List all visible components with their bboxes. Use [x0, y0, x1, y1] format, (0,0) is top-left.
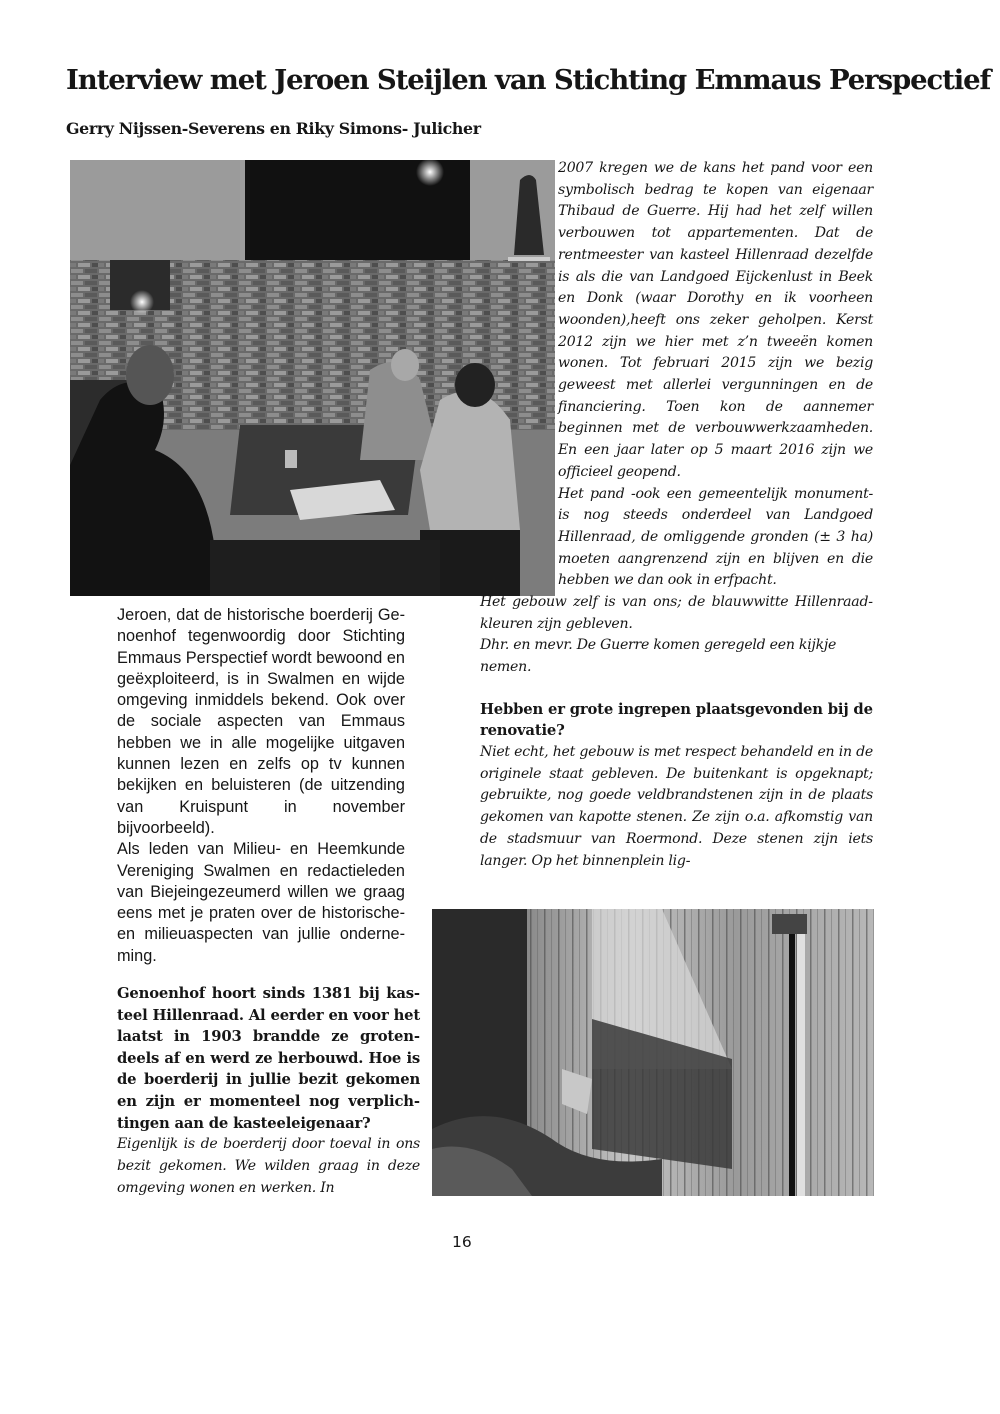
- page-number: 16: [452, 1233, 472, 1251]
- left-column-question: [117, 983, 420, 1199]
- answer-1-paragraph: 2007 kregen we de kans het pand voor een symbolisch bedrag te kopen van eigenaar Thibaud de Guerre. Hij had het zelf willen verbouwen tot appartementen. Dat de rentmeester van kasteel Hillenraad dezelfde is als die van Landgoed Eijckenlust in Beek en Donk (waar Dorothy en ik voorheen woonden),heeft ons zeker geholpen. Kerst 2012 zijn we hier met z’n tweeën komen wonen. Tot februari 2015 zijn we bezig geweest met allerlei vergunningen en de financiering. Toen kon de aannemer beginnen met de verbouwwerkzaamheden. En een jaar later op 5 maart 2016 zijn we officieel geopend.: [558, 160, 873, 480]
- answer-1-start: Eigenlijk is de boerderij door toeval in ons bezit gekomen. We wilden graag in deze omgeving wonen en werken. In: [117, 1136, 420, 1196]
- question-1: Genoenhof hoort sinds 1381 bij kasteel Hillenraad. Al eerder en voor het laatst in 1903 brandde ze grotendeels af en werd ze herbouwd. Hoe is de boerderij in jullie bezit gekomen en zijn er momenteel nog verplichtingen aan de kasteeleigenaar?: [117, 985, 420, 1132]
- photo-wrap-spacer: [480, 158, 558, 591]
- paragraph-gap: [480, 679, 873, 699]
- photo-image-icon: [432, 909, 874, 1196]
- article-title: Interview met Jeroen Steijlen van Stichting Emmaus Perspectief: [66, 64, 991, 96]
- answer-1-paragraph: Het gebouw zelf is van ons; de blauwwitte Hillenraadkleuren zijn gebleven.: [480, 594, 873, 632]
- question-2: Hebben er grote ingrepen plaatsgevonden bij de renovatie?: [480, 700, 873, 740]
- intro-text: [117, 605, 461, 967]
- article-authors: Gerry Nijssen-Severens en Riky Simons- Julicher: [66, 119, 481, 138]
- barn-door-photo: [432, 909, 874, 1196]
- intro-paragraph: Jeroen, dat de historische boerderij Genoenhof tegenwoordig door Stichting Emmaus Perspectief wordt bewoond en geëxploiteerd, is in Swalmen en wijde omgeving inmiddels bekend. Ook over de sociale aspecten van Emmaus hebben we in alle mogelijke uitgaven kunnen lezen en zelfs op tv kunnen bekijken en beluisteren (de uitzending van Kruispunt in november bijvoorbeeld).: [117, 606, 405, 837]
- answer-2: Niet echt, het gebouw is met respect behandeld en in de originele staat gebleven. De buitenkant is opgeknapt; gebruikte, nog goede veldbrandstenen zijn in de plaats gekomen van kapotte stenen. Ze zijn o.a. afkomstig van de stadsmuur van Roermond. Deze stenen zijn iets langer. Op het binnenplein lig-: [480, 744, 873, 869]
- intro-paragraph: Als leden van Milieu- en Heemkunde Vereniging Swalmen en redactieleden van Biejeingezeumerd willen we graag eens met je praten over de historische- en milieuaspecten van jullie onderneming.: [117, 840, 405, 965]
- answer-1-paragraph: Het pand -ook een gemeentelijk monument- is nog steeds onderdeel van Landgoed Hillenraad, de omliggende gronden (± 3 ha) moeten aangrenzend zijn en blijven en die hebben we dan ook in erfpacht.: [558, 485, 873, 589]
- answer-1-paragraph: Dhr. en mevr. De Guerre komen geregeld een kijkje nemen.: [480, 637, 837, 676]
- right-column-top: [480, 158, 873, 872]
